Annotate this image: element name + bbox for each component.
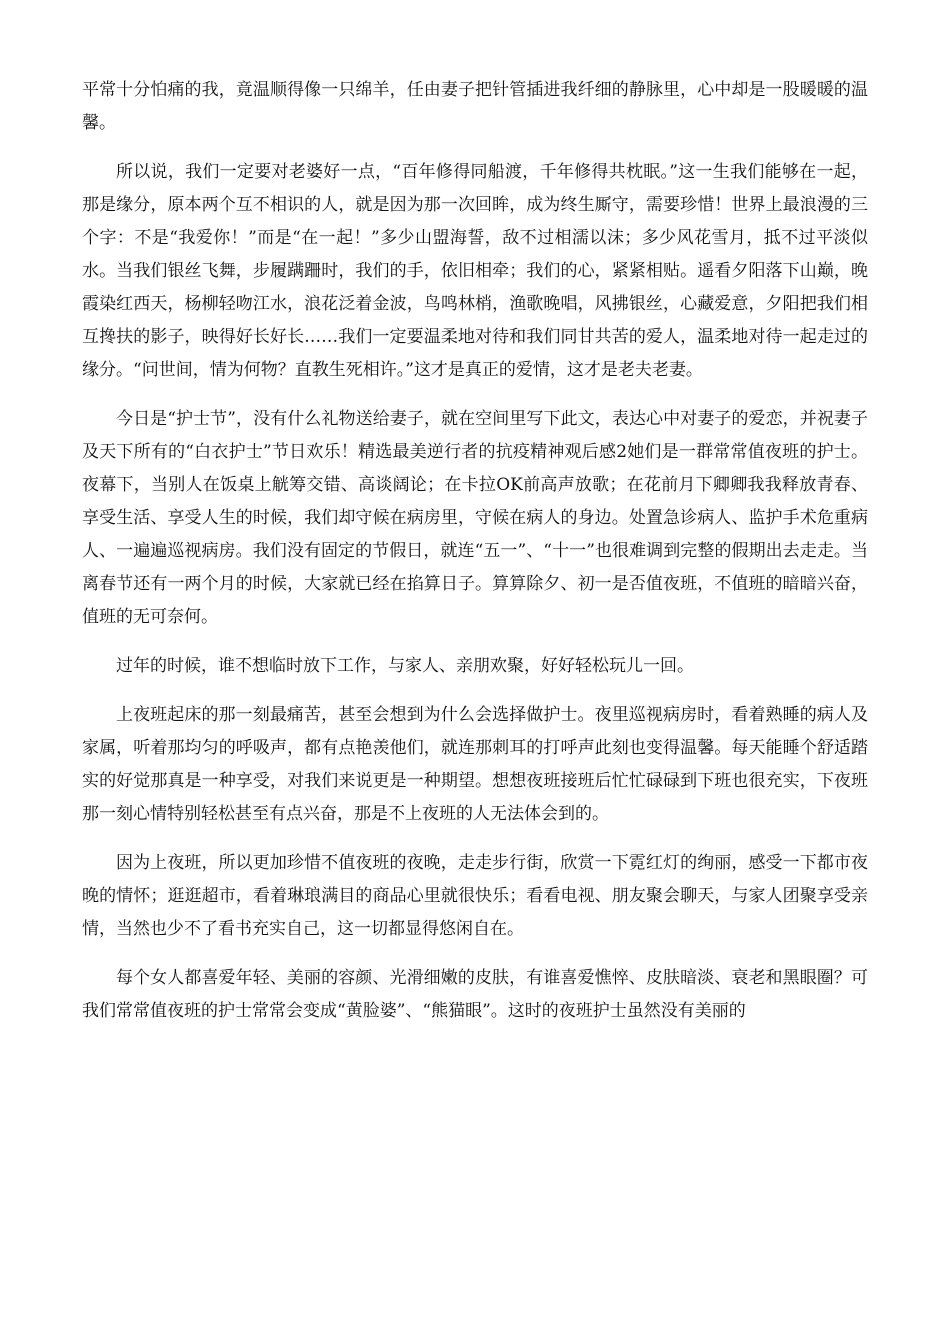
paragraph-4: 过年的时候，谁不想临时放下工作，与家人、亲朋欢聚，好好轻松玩儿一回。 bbox=[116, 656, 694, 676]
paragraph-1: 平常十分怕痛的我，竟温顺得像一只绵羊，任由妻子把针管插进我纤细的静脉里，心中却是一股暖暖的温馨。 bbox=[82, 80, 868, 133]
paragraph-3: 今日是“护士节”，没有什么礼物送给妻子，就在空间里写下此文，表达心中对妻子的爱恋，并祝妻子及天下所有的“白衣护士”节日欢乐！精选最美逆行者的抗疫精神观后感2她们是一群常常值夜班的护士。夜幕下，当别人在饭桌上觥筹交错、高谈阔论；在卡拉OK前高声放歌；在花前月下卿卿我我释放青春、享受生活、享受人生的时候，我们却守候在病房里，守候在病人的身边。处置急诊病人、监护手术危重病人、一遍遍巡视病房。我们没有固定的节假日，就连“五一”、“十一”也很难调到完整的假期出去走走。当离春节还有一两个月的时候，大家就已经在掐算日子。算算除夕、初一是否值夜班，不值班的暗暗兴奋，值班的无可奈何。 bbox=[82, 409, 868, 627]
document-body bbox=[82, 74, 868, 1044]
paragraph-7: 每个女人都喜爱年轻、美丽的容颜、光滑细嫩的皮肤，有谁喜爱憔悴、皮肤暗淡、衰老和黑眼圈？可我们常常值夜班的护士常常会变成“黄脸婆”、“熊猫眼”。这时的夜班护士虽然没有美丽的 bbox=[82, 968, 868, 1021]
paragraph-5: 上夜班起床的那一刻最痛苦，甚至会想到为什么会选择做护士。夜里巡视病房时，看着熟睡的病人及家属，听着那均匀的呼吸声，都有点艳羡他们，就连那刺耳的打呼声此刻也变得温馨。每天能睡个舒适踏实的好觉那真是一种享受，对我们来说更是一种期望。想想夜班接班后忙忙碌碌到下班也很充实，下夜班那一刻心情特别轻松甚至有点兴奋，那是不上夜班的人无法体会到的。 bbox=[82, 705, 868, 824]
paragraph-2: 所以说，我们一定要对老婆好一点，“百年修得同船渡，千年修得共枕眠。”这一生我们能够在一起，那是缘分，原本两个互不相识的人，就是因为那一次回眸，成为终生厮守，需要珍惜！世界上最浪漫的三个字：不是“我爱你！”而是“在一起！”多少山盟海誓，敌不过相濡以沫；多少风花雪月，抵不过平淡似水。当我们银丝飞舞，步履蹒跚时，我们的手，依旧相牵；我们的心，紧紧相贴。遥看夕阳落下山巅，晚霞染红西天，杨柳轻吻江水，浪花泛着金波，鸟鸣林梢，渔歌晚唱，风拂银丝，心藏爱意，夕阳把我们相互搀扶的影子，映得好长好长……我们一定要温柔地对待和我们同甘共苦的爱人，温柔地对待一起走过的缘分。“问世间，情为何物？直教生死相许。”这才是真正的爱情，这才是老夫老妻。 bbox=[82, 162, 868, 380]
paragraph-6: 因为上夜班，所以更加珍惜不值夜班的夜晚，走走步行街，欣赏一下霓红灯的绚丽，感受一下都市夜晚的情怀；逛逛超市，看着琳琅满目的商品心里就很快乐；看看电视、朋友聚会聊天，与家人团聚享受亲情，当然也少不了看书充实自己，这一切都显得悠闲自在。 bbox=[82, 853, 868, 939]
